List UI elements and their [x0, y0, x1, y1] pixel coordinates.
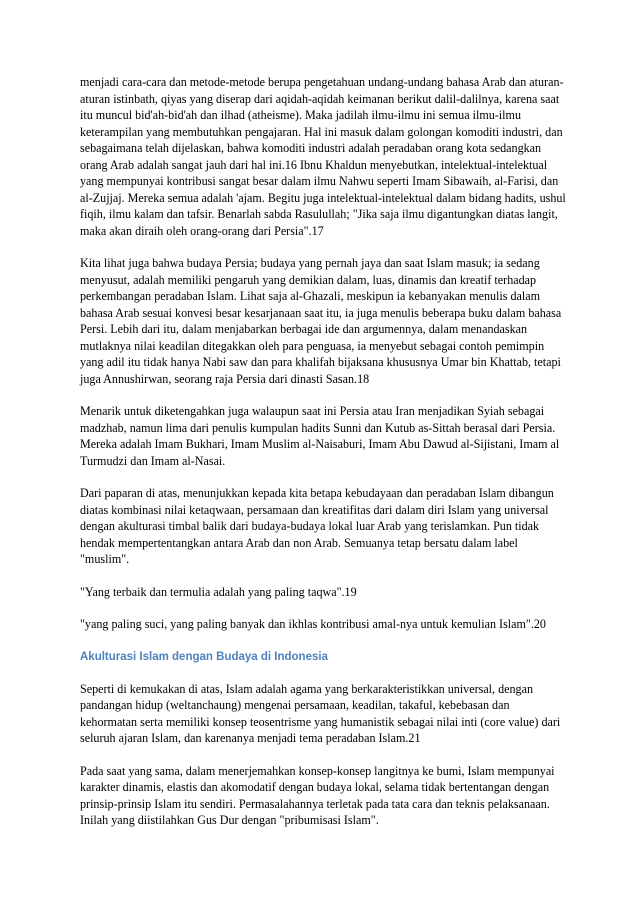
paragraph: Pada saat yang sama, dalam menerjemahkan konsep-konsep langitnya ke bumi, Islam mempunyai karakter dinamis, elastis dan akomodatif dengan budaya lokal, selama tidak bertentangan dengan prinsip-prinsip Islam itu sendiri. Permasalahannya terletak pada tata cara dan teknis pelaksanaan. Inilah yang diistilahkan Gus Dur dengan "pribumisasi Islam". — [80, 763, 555, 827]
quote-paragraph: "yang paling suci, yang paling banyak dan ikhlas kontribusi amal-nya untuk kemulian Islam".20 — [80, 617, 546, 631]
paragraph: Dari paparan di atas, menunjukkan kepada kita betapa kebudayaan dan peradaban Islam dibangun diatas kombinasi nilai ketaqwaan, persamaan dan kreatifitas dari dalam diri Islam yang universal dengan akulturasi timbal balik dari budaya-budaya lokal luar Arab yang terislamkan. Pun tidak hendak mempertentangkan antara Arab dan non Arab. Semuanya tetap bersatu dalam label "muslim". — [80, 486, 554, 566]
paragraph: Seperti di kemukakan di atas, Islam adalah agama yang berkarakteristikkan universal, dengan pandangan hidup (weltanchaung) mengenai persamaan, keadilan, takaful, kebebasan dan kehormatan serta memiliki konsep teosentrisme yang humanistik sebagai nilai inti (core value) dari seluruh ajaran Islam, dan karenanya menjadi tema peradaban Islam.21 — [80, 681, 561, 745]
paragraph: menjadi cara-cara dan metode-metode berupa pengetahuan undang-undang bahasa Arab dan aturan-aturan istinbath, qiyas yang diserap dari aqidah-aqidah keimanan berikut dalil-dalilnya, karena saat itu muncul bid'ah-bid'ah dan ilhad (atheisme). Maka jadilah ilmu-ilmu ini semua ilmu-ilmu keterampilan yang membutuhkan pengajaran. Hal ini masuk dalam golongan komoditi industri, dan sebagaimana telah dijelaskan, bahwa komoditi industri adalah peradaban orang kota sedangkan orang Arab adalah sangat jauh dari hal ini.16 Ibnu Khaldun menyebutkan, intelektual-intelektual yang mempunyai kontribusi sangat besar dalam ilmu Nahwu seperti Imam Sibawaih, al-Farisi, dan al-Zujjaj. Mereka semua adalah 'ajam. Begitu juga intelektual-intelektual dalam bidang hadits, ushul fiqih, ilmu kalam dan tafsir. Benarlah sabda Rasulullah; "Jika saja ilmu digantungkan diatas langit, maka akan diraih oleh orang-orang dari Persia".17 — [80, 75, 566, 238]
paragraph: Menarik untuk diketengahkan juga walaupun saat ini Persia atau Iran menjadikan Syiah sebagai madzhab, namun lima dari penulis kumpulan hadits Sunni dan Kutub as-Sittah berasal dari Persia. Mereka adalah Imam Bukhari, Imam Muslim al-Naisaburi, Imam Abu Dawud al-Sijistani, Imam al Turmudzi dan Imam al-Nasai. — [80, 404, 560, 468]
paragraph: Kita lihat juga bahwa budaya Persia; budaya yang pernah jaya dan saat Islam masuk; ia sedang menyusut, adalah memiliki pengaruh yang demikian dalam, luas, dinamis dan kreatif terhadap perkembangan peradaban Islam. Lihat saja al-Ghazali, meskipun ia kebanyakan menulis dalam bahasa Arab sesuai konvesi besar kesarjanaan saat itu, ia juga menulis beberapa buku dalam bahasa Persi. Lebih dari itu, dalam menjabarkan berbagai ide dan argumennya, dalam menandaskan mutlaknya nilai keadilan ditegakkan oleh para penguasa, ia menyebut sebagai contoh pemimpin yang adil itu tidak hanya Nabi saw dan para khalifah bijaksana khususnya Umar bin Khattab, tetapi juga Annushirwan, seorang raja Persia dari dinasti Sasan.18 — [80, 256, 562, 386]
quote-paragraph: "Yang terbaik dan termulia adalah yang paling taqwa".19 — [80, 584, 357, 599]
document-page — [80, 74, 566, 845]
section-heading: Akulturasi Islam dengan Budaya di Indonesia — [80, 650, 328, 663]
